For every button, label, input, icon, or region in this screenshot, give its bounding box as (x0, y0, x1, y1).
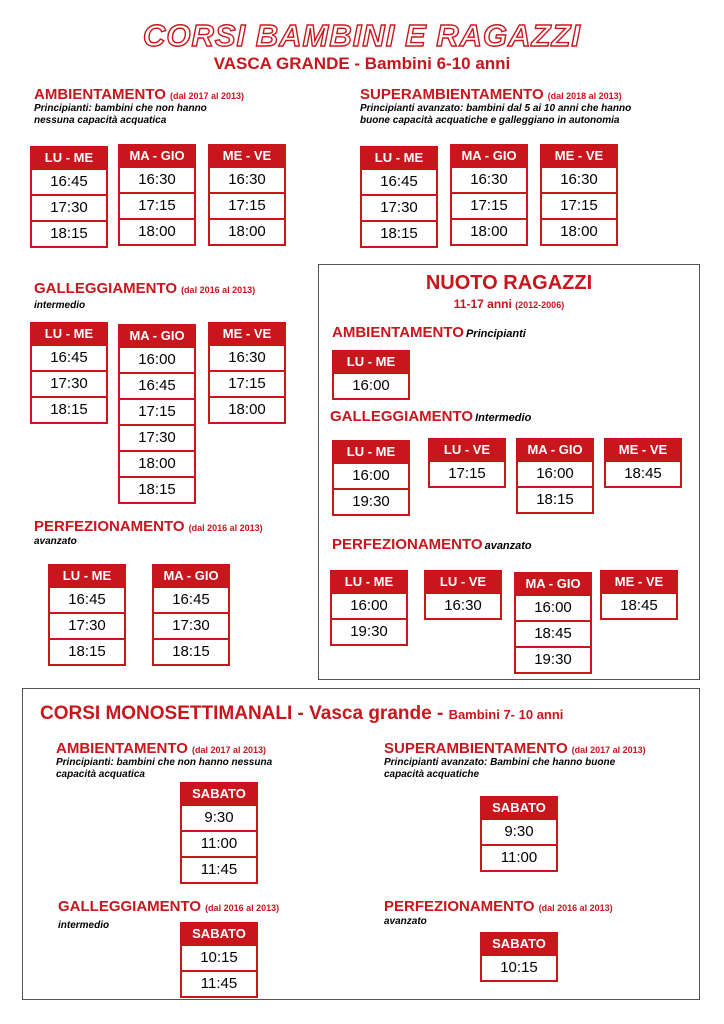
schedule-table (30, 322, 108, 424)
time-cell: 18:15 (518, 486, 592, 512)
schedule-table (118, 324, 196, 504)
table-header-day: LU - ME (362, 148, 436, 168)
section-dates: (dal 2017 al 2013) (169, 91, 245, 101)
section-ragazzi-perfezionamento (332, 536, 532, 553)
page-title: CORSI BAMBINI E RAGAZZI (142, 18, 582, 53)
section-dates: (dal 2018 al 2013) (547, 91, 622, 101)
time-cell: 16:30 (426, 592, 500, 618)
table-header-day: SABATO (482, 798, 556, 818)
table-header-day: MA - GIO (120, 146, 194, 166)
time-cell: 18:45 (516, 620, 590, 646)
time-cell: 17:15 (120, 398, 194, 424)
table-header-day: SABATO (482, 934, 556, 954)
time-cell: 18:00 (120, 218, 194, 244)
time-cell: 19:30 (332, 618, 406, 644)
ragazzi-age: 11-17 anni (2012-2006) (453, 297, 565, 311)
table-header-day: LU - ME (32, 324, 106, 344)
time-cell: 11:00 (182, 830, 256, 856)
section-mono-ambientamento (56, 740, 266, 757)
table-header-day: LU - VE (430, 440, 504, 460)
time-cell: 17:30 (50, 612, 124, 638)
section-description: Principianti: bambini che non hanno nessuna capacità acquatica (56, 757, 273, 780)
time-cell: 16:00 (332, 592, 406, 618)
section-title: PERFEZIONAMENTO (384, 898, 535, 915)
time-cell: 18:00 (452, 218, 526, 244)
section-mono-galleggiamento (58, 898, 279, 915)
section-title: PERFEZIONAMENTO (34, 518, 185, 535)
section-description: Principianti avanzato: Bambini che hanno buone capacità acquatiche (384, 757, 616, 780)
section-title: SUPERAMBIENTAMENTO (360, 86, 544, 103)
table-header-day: MA - GIO (518, 440, 592, 460)
section-dates: (dal 2016 al 2013) (205, 903, 280, 913)
page-subtitle: VASCA GRANDE - Bambini 6-10 anni (213, 54, 511, 73)
section-title: AMBIENTAMENTO (34, 86, 166, 103)
schedule-table (600, 570, 678, 620)
time-cell: 18:15 (362, 220, 436, 246)
time-cell: 18:00 (120, 450, 194, 476)
table-header-day: ME - VE (210, 146, 284, 166)
time-cell: 16:45 (362, 168, 436, 194)
time-cell: 18:00 (210, 218, 284, 244)
section-title: SUPERAMBIENTAMENTO (384, 740, 568, 757)
time-cell: 16:30 (452, 166, 526, 192)
table-header-day: SABATO (182, 924, 256, 944)
schedule-table (332, 440, 410, 516)
section-dates: (dal 2016 al 2013) (188, 523, 263, 533)
section-title: AMBIENTAMENTO (56, 740, 188, 757)
section-ragazzi-galleggiamento (330, 408, 531, 425)
table-header-day: ME - VE (606, 440, 680, 460)
time-cell: 10:15 (182, 944, 256, 970)
time-cell: 11:45 (182, 856, 256, 882)
section-level: intermedio (34, 300, 86, 311)
schedule-table (540, 144, 618, 246)
table-header-day: LU - ME (334, 442, 408, 462)
section-level: avanzato (34, 536, 77, 547)
time-cell: 18:15 (154, 638, 228, 664)
time-cell: 16:45 (50, 586, 124, 612)
schedule-table (428, 438, 506, 488)
time-cell: 16:00 (516, 594, 590, 620)
time-cell: 16:00 (120, 346, 194, 372)
schedule-table (30, 146, 108, 248)
time-cell: 16:00 (518, 460, 592, 486)
section-mono-superambientamento (384, 740, 646, 757)
time-cell: 17:15 (452, 192, 526, 218)
section-perfezionamento (34, 518, 263, 535)
schedule-table (180, 782, 258, 884)
time-cell: 16:00 (334, 372, 408, 398)
monosettimanali-title: CORSI MONOSETTIMANALI - Vasca grande - Bambini 7- 10 anni (40, 703, 564, 724)
section-galleggiamento (34, 280, 255, 297)
table-header-day: MA - GIO (120, 326, 194, 346)
time-cell: 11:45 (182, 970, 256, 996)
time-cell: 16:45 (154, 586, 228, 612)
time-cell: 17:15 (120, 192, 194, 218)
table-header-day: ME - VE (602, 572, 676, 592)
table-header-day: MA - GIO (516, 574, 590, 594)
section-level: intermedio (58, 920, 110, 931)
section-level: avanzato (484, 540, 532, 552)
table-header-day: ME - VE (542, 146, 616, 166)
schedule-table (152, 564, 230, 666)
time-cell: 17:15 (542, 192, 616, 218)
monosettimanali-box (22, 688, 700, 1000)
schedule-table (424, 570, 502, 620)
section-level: Principianti (465, 328, 526, 340)
schedule-table (514, 572, 592, 674)
time-cell: 17:30 (32, 194, 106, 220)
time-cell: 16:45 (32, 168, 106, 194)
section-level: avanzato (384, 916, 427, 927)
time-cell: 16:00 (334, 462, 408, 488)
time-cell: 18:00 (542, 218, 616, 244)
time-cell: 19:30 (516, 646, 590, 672)
section-mono-perfezionamento (384, 898, 613, 915)
ragazzi-title: NUOTO RAGAZZI (425, 272, 593, 294)
section-title: PERFEZIONAMENTO (332, 536, 483, 553)
time-cell: 18:15 (120, 476, 194, 502)
section-level: Intermedio (475, 412, 532, 424)
time-cell: 9:30 (182, 804, 256, 830)
schedule-table (516, 438, 594, 514)
schedule-table (604, 438, 682, 488)
time-cell: 17:30 (32, 370, 106, 396)
table-header-day: LU - ME (50, 566, 124, 586)
schedule-table (180, 922, 258, 998)
time-cell: 17:30 (154, 612, 228, 638)
time-cell: 18:45 (606, 460, 680, 486)
section-description: Principianti: bambini che non hanno nessuna capacità acquatica (34, 103, 207, 126)
section-dates: (dal 2017 al 2013) (191, 745, 267, 755)
time-cell: 17:15 (210, 370, 284, 396)
time-cell: 18:45 (602, 592, 676, 618)
section-description: Principianti avanzato: bambini dal 5 ai 10 anni che hanno buone capacità acquatiche e galleggiano in autonomia (360, 103, 632, 126)
table-header-day: LU - ME (332, 572, 406, 592)
table-header-day: SABATO (182, 784, 256, 804)
time-cell: 9:30 (482, 818, 556, 844)
time-cell: 18:15 (32, 396, 106, 422)
time-cell: 16:45 (32, 344, 106, 370)
time-cell: 11:00 (482, 844, 556, 870)
section-title: GALLEGGIAMENTO (34, 280, 178, 297)
schedule-table (480, 796, 558, 872)
table-header-day: LU - ME (32, 148, 106, 168)
table-header-day: MA - GIO (154, 566, 228, 586)
table-header-day: MA - GIO (452, 146, 526, 166)
time-cell: 17:30 (362, 194, 436, 220)
time-cell: 18:15 (50, 638, 124, 664)
schedule-table (48, 564, 126, 666)
section-superambientamento (360, 86, 622, 103)
schedule-table (208, 144, 286, 246)
time-cell: 17:15 (430, 460, 504, 486)
section-dates: (dal 2016 al 2013) (181, 285, 256, 295)
time-cell: 16:30 (542, 166, 616, 192)
schedule-table (480, 932, 558, 982)
time-cell: 16:30 (120, 166, 194, 192)
table-header-day: LU - ME (334, 352, 408, 372)
schedule-table (330, 570, 408, 646)
time-cell: 18:15 (32, 220, 106, 246)
section-title: AMBIENTAMENTO (332, 324, 464, 341)
section-title: GALLEGGIAMENTO (58, 898, 202, 915)
schedule-table (332, 350, 410, 400)
schedule-table (208, 322, 286, 424)
time-cell: 16:45 (120, 372, 194, 398)
table-header-day: LU - VE (426, 572, 500, 592)
schedule-table (118, 144, 196, 246)
section-dates: (dal 2016 al 2013) (538, 903, 613, 913)
time-cell: 16:30 (210, 166, 284, 192)
time-cell: 17:15 (210, 192, 284, 218)
section-title: GALLEGGIAMENTO (330, 408, 474, 425)
section-dates: (dal 2017 al 2013) (571, 745, 646, 755)
schedule-table (360, 146, 438, 248)
time-cell: 17:30 (120, 424, 194, 450)
time-cell: 16:30 (210, 344, 284, 370)
schedule-table (450, 144, 528, 246)
time-cell: 10:15 (482, 954, 556, 980)
time-cell: 19:30 (334, 488, 408, 514)
table-header-day: ME - VE (210, 324, 284, 344)
time-cell: 18:00 (210, 396, 284, 422)
section-ragazzi-ambientamento (332, 324, 526, 341)
section-ambientamento (34, 86, 244, 103)
